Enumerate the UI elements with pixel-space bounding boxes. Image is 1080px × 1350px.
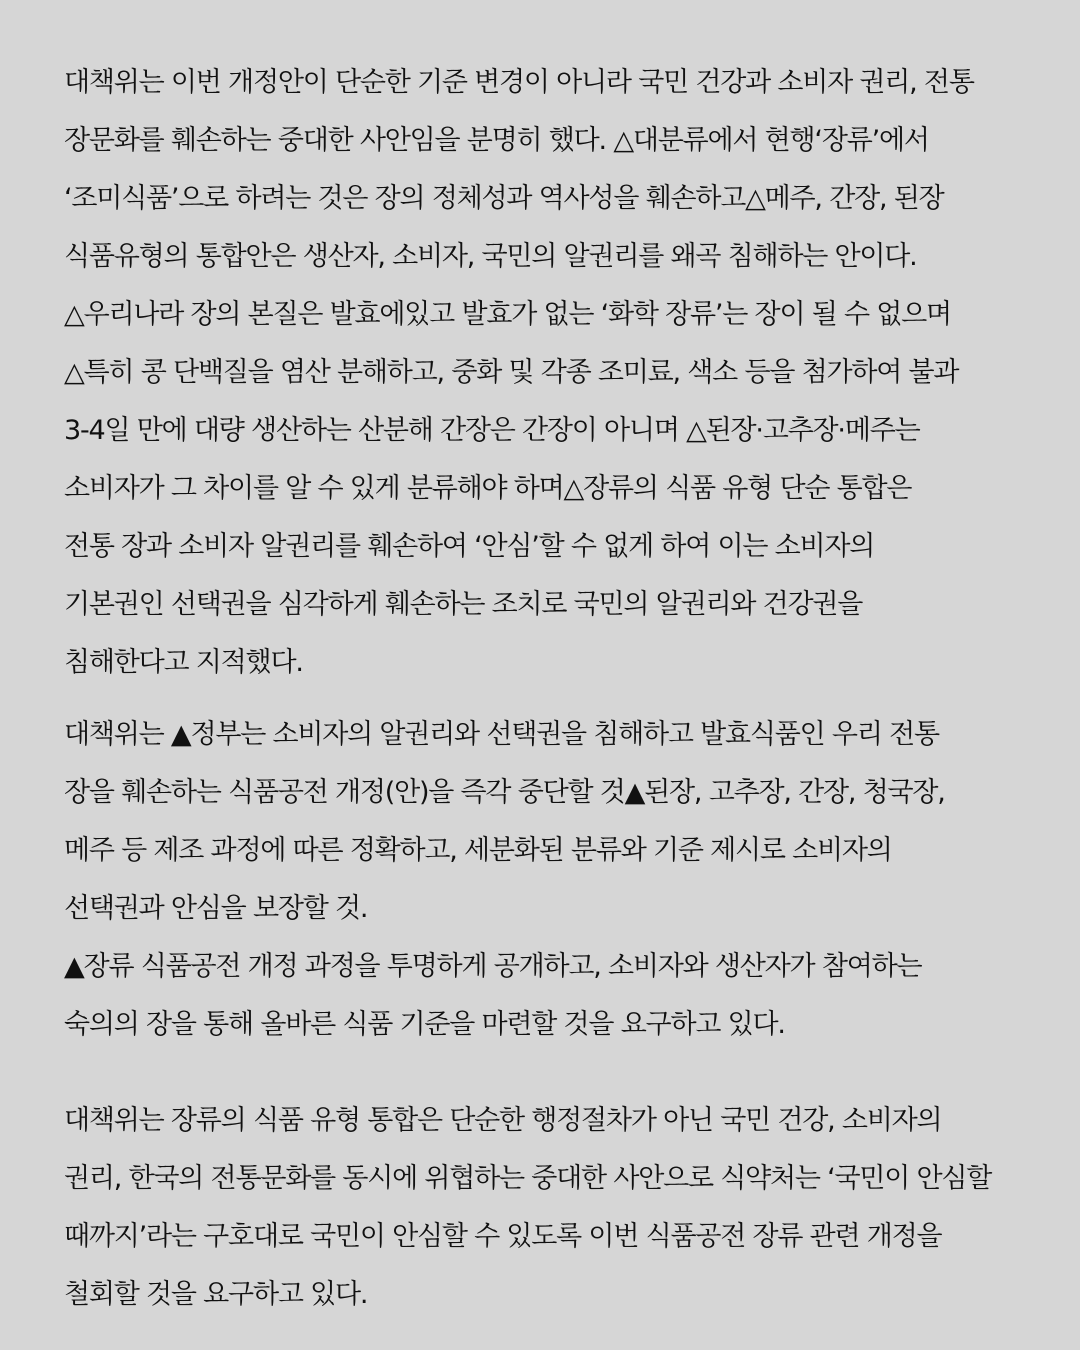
text-line: 선택권과 안심을 보장할 것. [64,893,368,924]
text-line: 메주 등 제조 과정에 따른 정확하고, 세분화된 분류와 기준 제시로 소비자의 [64,835,892,866]
paragraph-2 [64,706,1054,1054]
text-line: 대책위는 장류의 식품 유형 통합은 단순한 행정절차가 아닌 국민 건강, 소비자의 [64,1105,942,1136]
text-line: 기본권인 선택권을 심각하게 훼손하는 조치로 국민의 알권리와 건강권을 [64,589,863,620]
text-line: 철회할 것을 요구하고 있다. [64,1279,368,1310]
text-line: 장문화를 훼손하는 중대한 사안임을 분명히 했다. △대분류에서 현행‘장류’에서 [64,125,929,156]
text-line: 식품유형의 통합안은 생산자, 소비자, 국민의 알권리를 왜곡 침해하는 안이다. [64,241,917,272]
text-line: 숙의의 장을 통해 올바른 식품 기준을 마련할 것을 요구하고 있다. [64,1009,785,1040]
text-line: 장을 훼손하는 식품공전 개정(안)을 즉각 중단할 것▲된장, 고추장, 간장, 청국장, [64,777,945,808]
text-line: ‘조미식품’으로 하려는 것은 장의 정체성과 역사성을 훼손하고△메주, 간장, 된장 [64,183,944,214]
text-line: 대책위는 ▲정부는 소비자의 알권리와 선택권을 침해하고 발효식품인 우리 전통 [64,719,939,750]
text-line: 전통 장과 소비자 알권리를 훼손하여 ‘안심’할 수 없게 하여 이는 소비자의 [64,531,875,562]
article-body [64,54,1054,1324]
text-line: △우리나라 장의 본질은 발효에있고 발효가 없는 ‘화학 장류’는 장이 될 수 없으며 [64,299,951,330]
paragraph-spacer [64,1054,1054,1092]
text-line: 대책위는 이번 개정안이 단순한 기준 변경이 아니라 국민 건강과 소비자 권리, 전통 [64,67,974,98]
paragraph-3 [64,1092,1054,1324]
text-line: 때까지’라는 구호대로 국민이 안심할 수 있도록 이번 식품공전 장류 관련 개정을 [64,1221,942,1252]
text-line: 침해한다고 지적했다. [64,647,303,678]
paragraph-1 [64,54,1054,692]
paragraph-spacer [64,692,1054,706]
text-line: 권리, 한국의 전통문화를 동시에 위협하는 중대한 사안으로 식약처는 ‘국민이 안심할 [64,1163,992,1194]
text-line: △특히 콩 단백질을 염산 분해하고, 중화 및 각종 조미료, 색소 등을 첨가하여 불과 [64,357,959,388]
text-line: 3-4일 만에 대량 생산하는 산분해 간장은 간장이 아니며 △된장·고추장·메주는 [64,415,920,446]
text-line: ▲장류 식품공전 개정 과정을 투명하게 공개하고, 소비자와 생산자가 참여하는 [64,951,922,982]
text-line: 소비자가 그 차이를 알 수 있게 분류해야 하며△장류의 식품 유형 단순 통합은 [64,473,912,504]
